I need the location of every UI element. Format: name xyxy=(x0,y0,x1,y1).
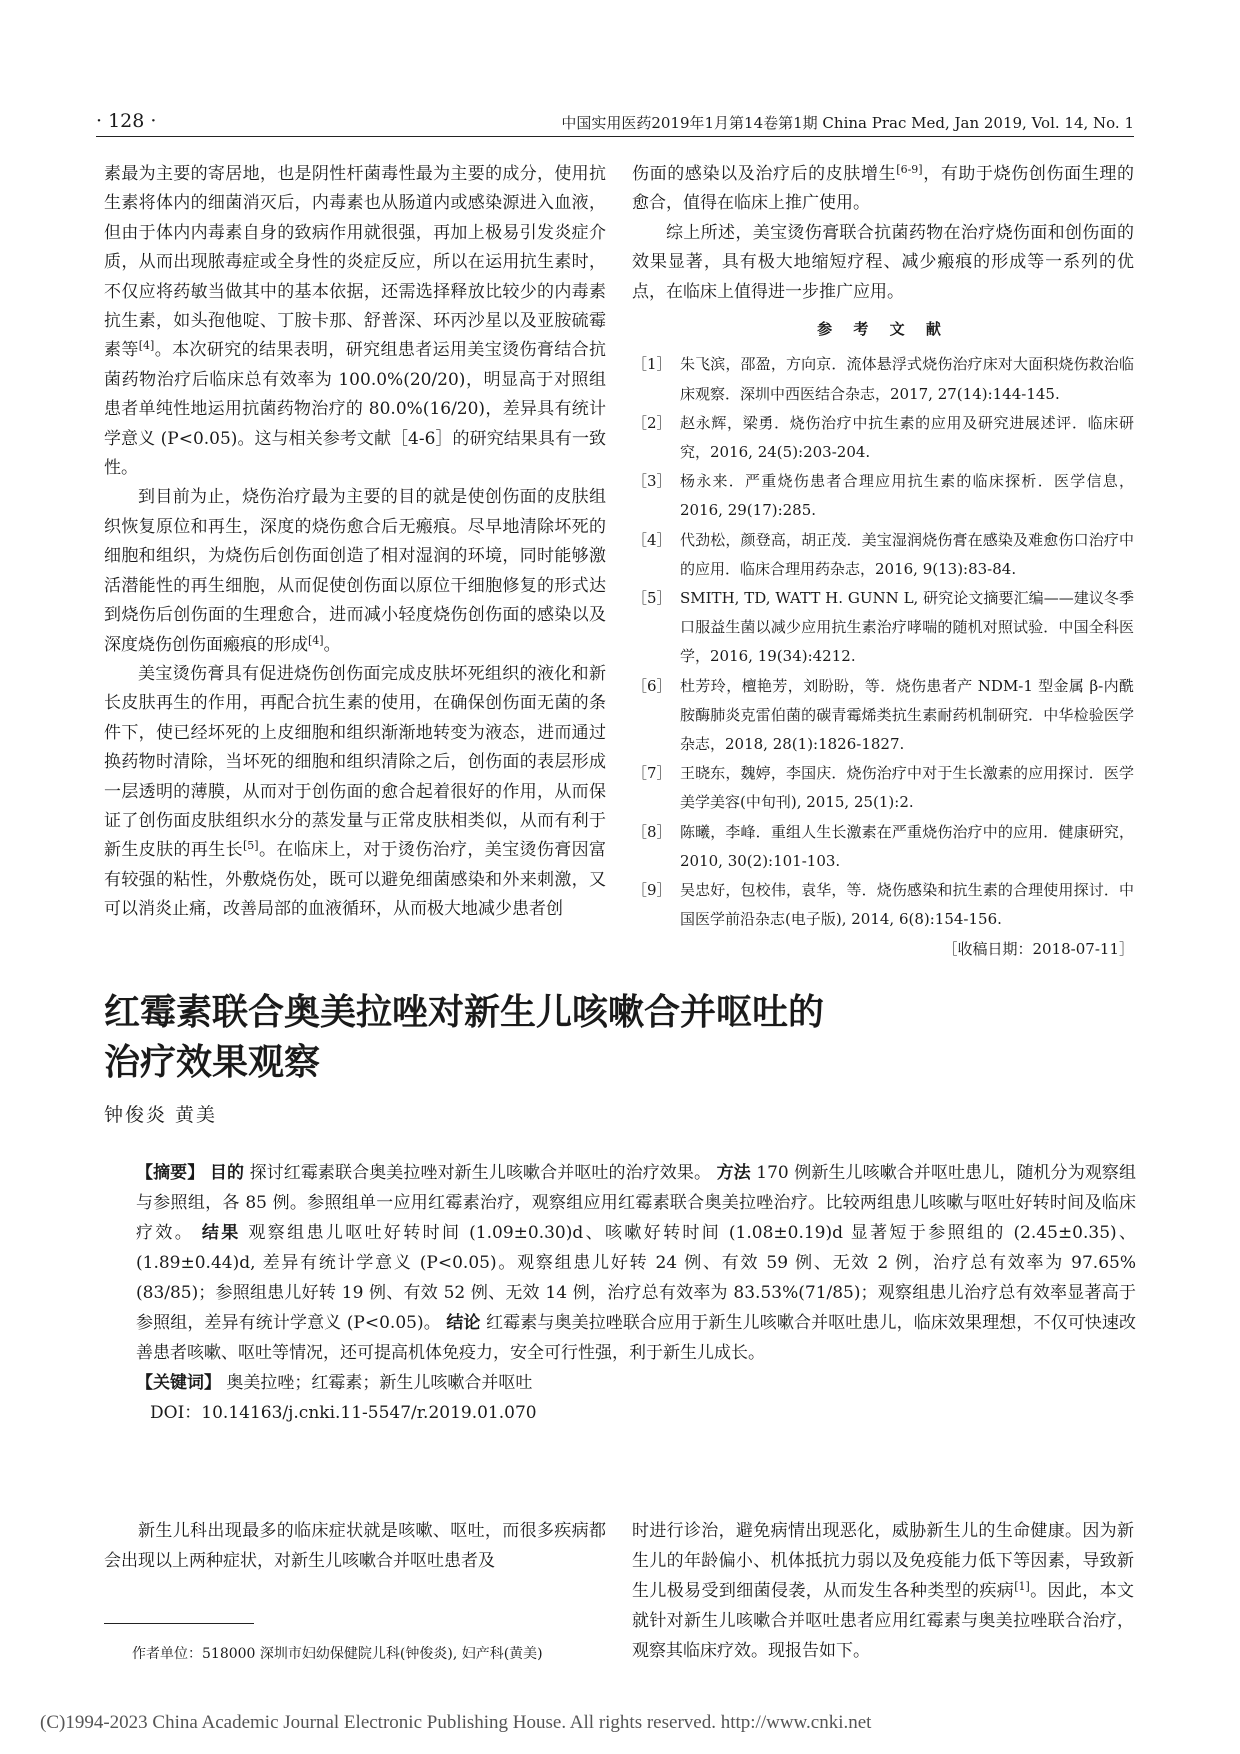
reference-number: ［6］ xyxy=(632,676,672,695)
text-span: 美宝烫伤膏具有促进烧伤创伤面完成皮肤坏死组织的液化和新长皮肤再生的作用，再配合抗生素的使用，在确保创伤面无菌的条件下，使已经坏死的上皮细胞和组织渐渐地转变为液态，进而通过换药物时清除，当坏死的细胞和组织清除之后，创伤面的表层形成一层透明的薄膜，从而对于创伤面的愈合起着很好的作用，从而保证了创伤面皮肤组织水分的蒸发量与正常皮肤相类似，从而有利于新生皮肤的再生长 xyxy=(104,663,606,861)
reference-item xyxy=(632,672,1134,760)
reference-text: 代劲松，颜登高，胡正茂．美宝湿润烧伤膏在感染及难愈伤口治疗中的应用．临床合理用药杂志，2016, 9(13):83-84. xyxy=(680,530,1134,578)
reference-text: 杜芳玲，檀艳芳，刘盼盼，等．烧伤患者产 NDM-1 型金属 β-内酰胺酶肺炎克雷伯菌的碳青霉烯类抗生素耐药机制研究．中华检验医学杂志，2018, 28(1):1826-1827. xyxy=(680,676,1134,754)
reference-item xyxy=(632,409,1134,467)
reference-text: 陈曦，李峰．重组人生长激素在严重烧伤治疗中的应用．健康研究，2010, 30(2):101-103. xyxy=(680,822,1134,870)
reference-item xyxy=(632,818,1134,876)
doi: DOI：10.14163/j.cnki.11-5547/r.2019.01.070 xyxy=(150,1403,537,1423)
methods-text: 170 例新生儿咳嗽合并呕吐患儿，随机分为观察组与参照组，各 85 例。参照组单一应用红霉素治疗，观察组应用红霉素联合奥美拉唑治疗。比较两组患儿咳嗽与呕吐好转时间及临床疗效。 xyxy=(136,1163,1137,1243)
citation: [4] xyxy=(308,633,324,647)
reference-text: 赵永辉，梁勇．烧伤治疗中抗生素的应用及研究进展述评．临床研究，2016, 24(5):203-204. xyxy=(680,413,1134,462)
reference-item xyxy=(632,526,1134,584)
running-head: 中国实用医药2019年1月第14卷第1期 China Prac Med, Jan 2019, Vol. 14, No. 1 xyxy=(561,114,1134,132)
footnote-rule xyxy=(104,1623,254,1624)
body-left-paragraph: 新生儿科出现最多的临床症状就是咳嗽、呕吐，而很多疾病都会出现以上两种症状，对新生儿咳嗽合并呕吐患者及 xyxy=(104,1521,606,1571)
reference-number: ［4］ xyxy=(632,530,672,549)
article-title xyxy=(104,988,1144,1088)
methods-label: 方法 xyxy=(716,1163,751,1183)
reference-number: ［7］ xyxy=(632,764,672,783)
objective-label: 目的 xyxy=(209,1163,245,1183)
text-span: ，有助于烧伤创伤面生理的愈合，值得在临床上推广使用。 xyxy=(632,164,1135,214)
citation: [4] xyxy=(138,339,155,353)
reference-number: ［9］ xyxy=(632,881,672,900)
text-span: 到目前为止，烧伤治疗最为主要的目的就是使创伤面的皮肤组织恢复原位和再生，深度的烧伤愈合后无瘢痕。尽早地清除坏死的细胞和组织，为烧伤后创伤面创造了相对湿润的环境，同时能够激活潜能性的再生细胞，从而促使创伤面以原位干细胞修复的形式达到烧伤后创伤面的生理愈合，进而减小轻度烧伤创伤面的感染以及深度烧伤创伤面瘢痕的形成 xyxy=(104,487,606,655)
header-rule xyxy=(96,136,1134,137)
author-affiliation-footnote: 作者单位：518000 深圳市妇幼保健院儿科(钟俊炎), 妇产科(黄美) xyxy=(132,1646,543,1662)
citation: [6-9] xyxy=(896,163,923,176)
reference-text: SMITH, TD, WATT H. GUNN L, 研究论文摘要汇编——建议冬季口服益生菌以减少应用抗生素治疗哮喘的随机对照试验．中国全科医学，2016, 19(34):4212. xyxy=(680,589,1134,666)
text-span: 时进行诊治，避免病情出现恶化，威胁新生儿的生命健康。因为新生儿的年龄偏小、机体抵抗力弱以及免疫能力低下等因素，导致新生儿极易受到细菌侵袭，从而发生各种类型的疾病 xyxy=(632,1521,1134,1601)
reference-text: 吴忠好，包校伟，袁华，等．烧伤感染和抗生素的合理使用探讨．中国医学前沿杂志(电子版), 2014, 6(8):154-156. xyxy=(680,881,1134,929)
title-line-2: 治疗效果观察 xyxy=(104,1042,321,1083)
text-span: 。 xyxy=(323,634,341,655)
text-span: 伤面的感染以及治疗后的皮肤增生 xyxy=(632,164,897,184)
keywords-label: 【关键词】 xyxy=(136,1373,221,1393)
authors: 钟俊炎 黄美 xyxy=(104,1104,218,1126)
citation: [1] xyxy=(1014,1580,1030,1593)
right-column xyxy=(632,160,1134,964)
reference-text: 王晓东，魏婷，李国庆．烧伤治疗中对于生长激素的应用探讨．医学美学美容(中旬刊), 2015, 25(1):2. xyxy=(680,764,1134,812)
keywords-line xyxy=(136,1368,1136,1398)
text-span: 。在临床上，对于烫伤治疗，美宝烫伤膏因富有较强的粘性，外敷烧伤处，既可以避免细菌感染和外来刺激，又可以消炎止痛，改善局部的血液循环，从而极大地减少患者创 xyxy=(104,840,607,920)
results-label: 结果 xyxy=(201,1223,241,1243)
reference-number: ［1］ xyxy=(632,355,672,374)
body-right-paragraph xyxy=(632,1516,1134,1666)
reference-number: ［5］ xyxy=(632,589,672,608)
reference-number: ［2］ xyxy=(632,413,672,432)
abstract xyxy=(136,1158,1136,1368)
reference-number: ［3］ xyxy=(632,472,672,491)
objective-text: 探讨红霉素联合奥美拉唑对新生儿咳嗽合并呕吐的治疗效果。 xyxy=(249,1163,712,1183)
copyright-notice: (C)1994-2023 China Academic Journal Electronic Publishing House. All rights reserved. http://www.cnki.net xyxy=(40,1712,872,1733)
results-text: 观察组患儿呕吐好转时间 (1.09±0.30)d、咳嗽好转时间 (1.08±0.19)d 显著短于参照组的 (2.45±0.35)、(1.89±0.44)d, 差异有统计学意义 (P<0.05)。观察组患儿好转 24 例、有效 59 例、无效 2 例，治疗总有效率为 97.65%(83/85)；参照组患儿好转 19 例、有效 52 例、无效 14 例，治疗总有效率为 83.53%(71/85)；观察组患儿治疗总有效率显著高于参照组，差异有统计学意义 (P<0.05)。 xyxy=(136,1223,1137,1333)
left-paragraph-3 xyxy=(104,660,606,925)
reference-item xyxy=(632,876,1134,934)
received-date: ［收稿日期：2018-07-11］ xyxy=(942,939,1134,958)
reference-item xyxy=(632,584,1134,672)
reference-item xyxy=(632,467,1134,525)
reference-text: 杨永来．严重烧伤患者合理应用抗生素的临床探析．医学信息，2016, 29(17):285. xyxy=(680,472,1134,520)
reference-item xyxy=(632,350,1134,408)
text-span: 素最为主要的寄居地，也是阴性杆菌毒性最为主要的成分，使用抗生素将体内的细菌消灭后，内毒素也从肠道内或感染源进入血液，但由于体内内毒素自身的致病作用就很强，再加上极易引发炎症介质，从而出现脓毒症或全身性的炎症反应，所以在运用抗生素时，不仅应将药敏当做其中的基本依据，还需选择释放比较少的内毒素抗生素，如头孢他啶、丁胺卡那、舒普深、环丙沙星以及亚胺硫霉素等 xyxy=(104,164,606,361)
title-line-1: 红霉素联合奥美拉唑对新生儿咳嗽合并呕吐的 xyxy=(104,992,825,1033)
references-heading: 参 考 文 献 xyxy=(817,320,949,339)
left-paragraph-2 xyxy=(104,483,606,659)
reference-item xyxy=(632,759,1134,817)
text-span: 。本次研究的结果表明，研究组患者运用美宝烫伤膏结合抗菌药物治疗后临床总有效率为 100.0%(20/20)，明显高于对照组患者单纯性地运用抗菌药物治疗的 80.0%(16/20)，差异具有统计学意义 (P<0.05)。这与相关参考文献［4-6］的研究结果具有一致性。 xyxy=(104,340,607,479)
keywords-text: 奥美拉唑；红霉素；新生儿咳嗽合并呕吐 xyxy=(226,1373,533,1393)
reference-text: 朱飞滨，邵盈，方向京．流体悬浮式烧伤治疗床对大面积烧伤救治临床观察．深圳中西医结合杂志，2017, 27(14):144-145. xyxy=(680,355,1134,403)
text-span: 。因此，本文就针对新生儿咳嗽合并呕吐患者应用红霉素与奥美拉唑联合治疗，观察其临床疗效。现报告如下。 xyxy=(632,1581,1135,1661)
left-column xyxy=(104,160,606,925)
page-number: · 128 · xyxy=(96,110,157,132)
conclusion-text: 红霉素与奥美拉唑联合应用于新生儿咳嗽合并呕吐患儿，临床效果理想，不仅可快速改善患者咳嗽、呕吐等情况，还可提高机体免疫力，安全可行性强，利于新生儿成长。 xyxy=(136,1313,1137,1363)
abstract-block xyxy=(136,1158,1136,1428)
left-paragraph-1 xyxy=(104,160,606,483)
right-paragraph-2: 综上所述，美宝烫伤膏联合抗菌药物在治疗烧伤面和创伤面的效果显著，具有极大地缩短疗程、减少瘢痕的形成等一系列的优点，在临床上值得进一步推广应用。 xyxy=(632,222,1134,302)
reference-number: ［8］ xyxy=(632,822,672,841)
abstract-label: 【摘要】 xyxy=(136,1163,205,1183)
right-paragraph-1 xyxy=(632,160,1134,219)
reference-list xyxy=(632,350,1134,934)
citation: [5] xyxy=(242,839,259,853)
conclusion-label: 结论 xyxy=(446,1313,481,1333)
